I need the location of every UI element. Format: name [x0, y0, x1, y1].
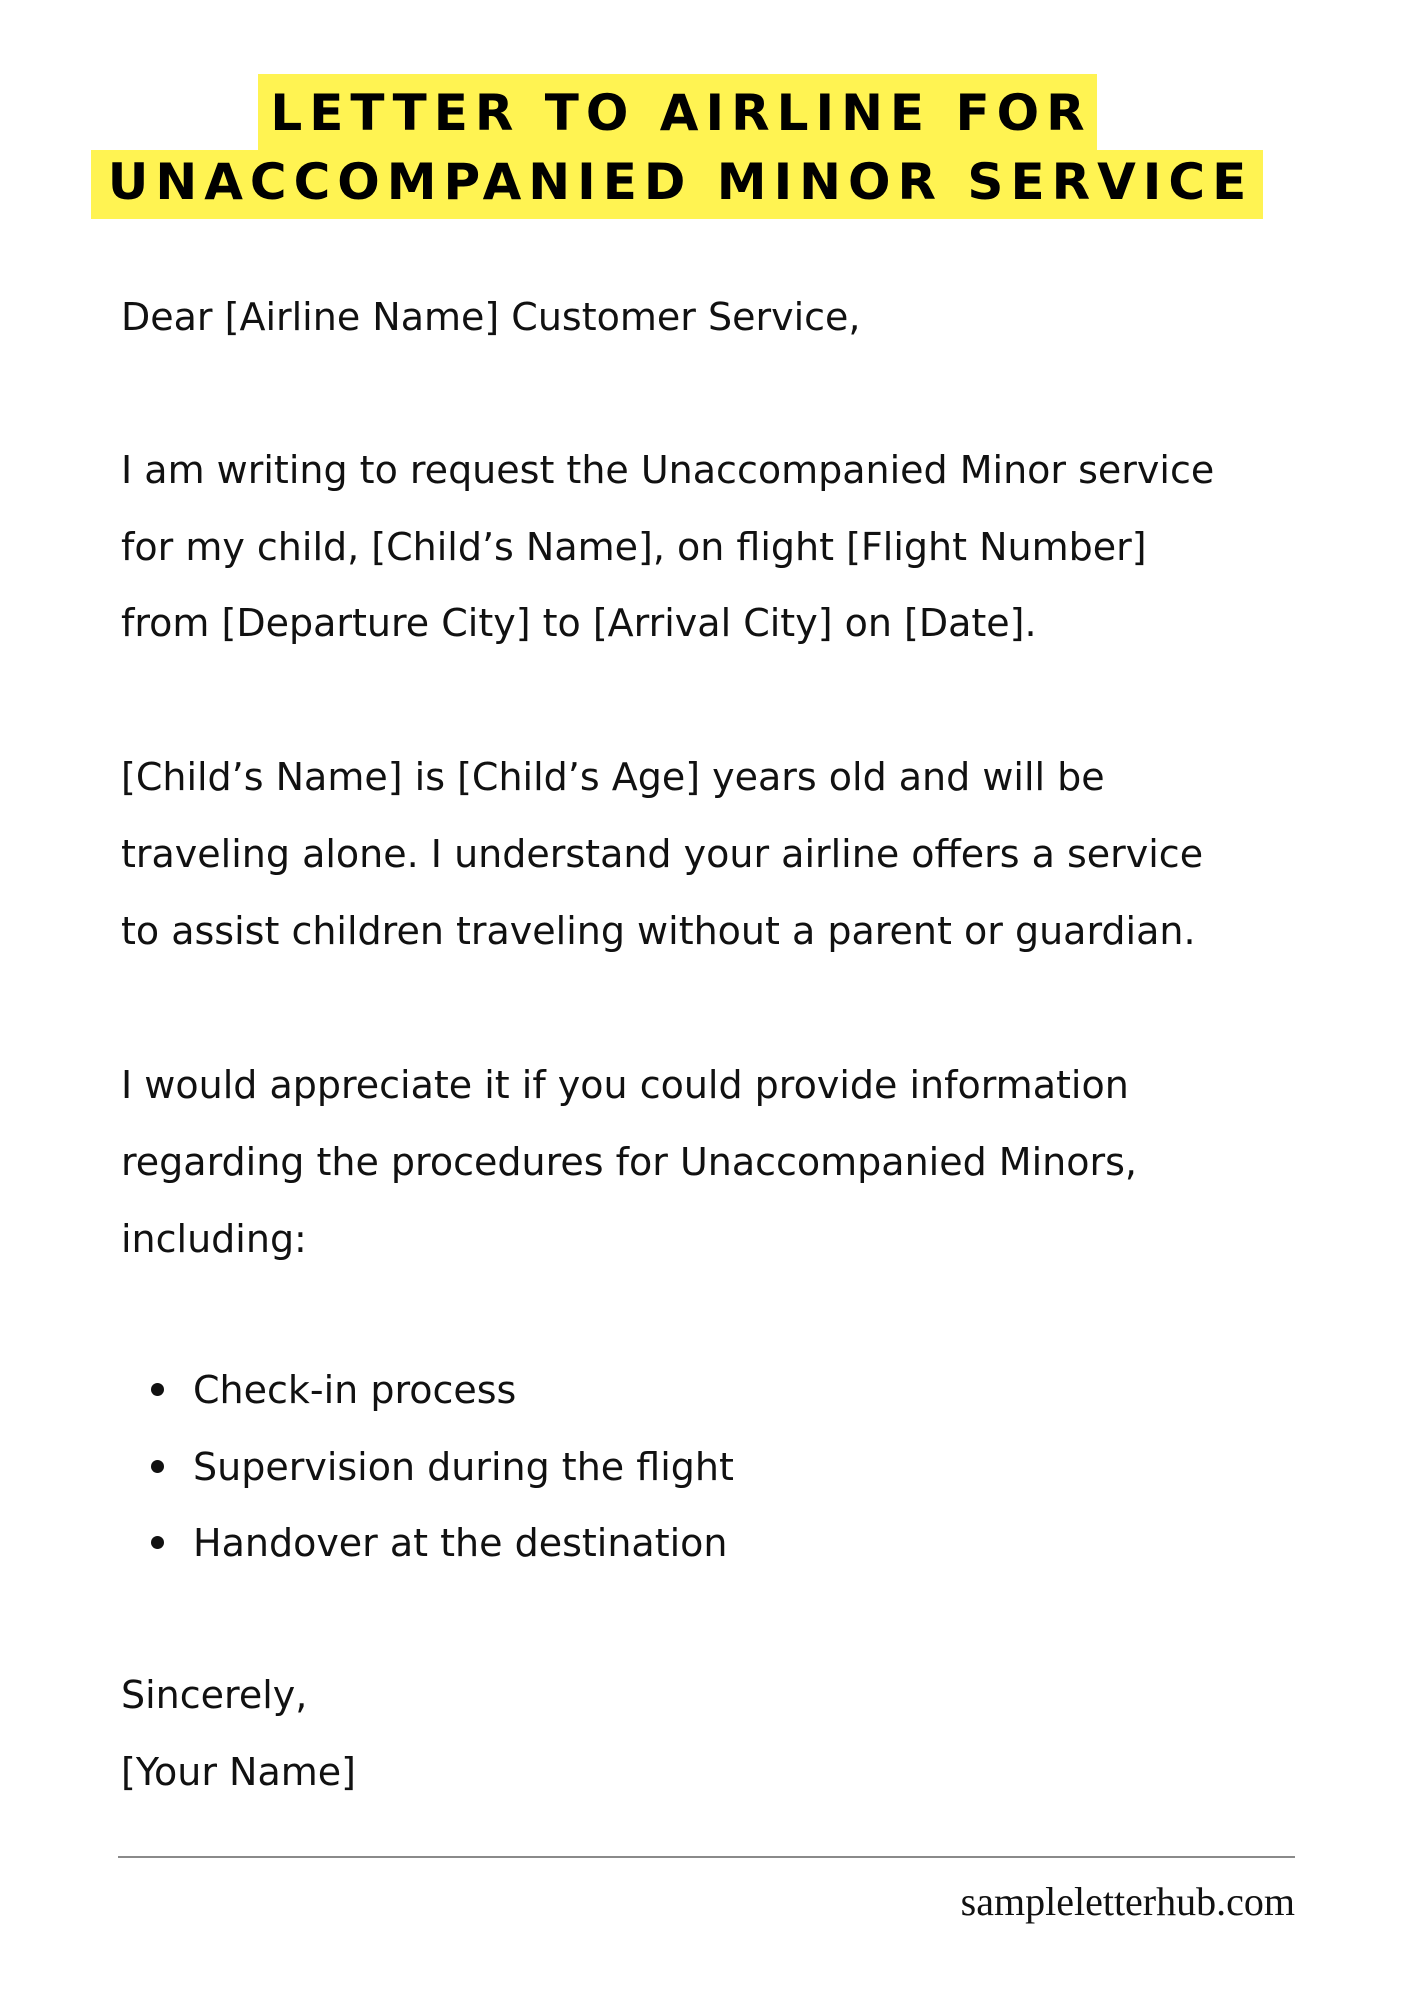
title-line-2 — [91, 150, 1263, 219]
bullet-icon — [151, 1536, 164, 1549]
list-item-text: Supervision during the flight — [193, 1445, 734, 1489]
paragraph-line: for my child, [Child’s Name], on flight [Flight Number] — [121, 525, 1147, 569]
bullet-icon — [151, 1383, 164, 1396]
signature: [Your Name] — [121, 1750, 356, 1794]
paragraph-line: [Child’s Name] is [Child’s Age] years old and will be — [121, 755, 1105, 799]
footer-divider — [118, 1856, 1295, 1858]
paragraph-line: traveling alone. I understand your airline offers a service — [121, 832, 1204, 876]
list-item-text: Check-in process — [193, 1368, 517, 1412]
paragraph-line: regarding the procedures for Unaccompanied Minors, — [121, 1140, 1137, 1184]
closing: Sincerely, — [121, 1673, 308, 1717]
list-item-text: Handover at the destination — [193, 1521, 728, 1565]
paragraph-line: I would appreciate it if you could provide information — [121, 1063, 1129, 1107]
salutation: Dear [Airline Name] Customer Service, — [121, 295, 861, 339]
paragraph-line: to assist children traveling without a parent or guardian. — [121, 909, 1196, 953]
paragraph-line: including: — [121, 1217, 307, 1261]
bullet-icon — [151, 1460, 164, 1473]
title-text-2: UNACCOMPANIED MINOR SERVICE — [107, 152, 1254, 211]
footer-site-name: sampleletterhub.com — [960, 1879, 1295, 1924]
paragraph-line: from [Departure City] to [Arrival City] on [Date]. — [121, 601, 1037, 645]
title-line-1 — [258, 74, 1097, 151]
paragraph-line: I am writing to request the Unaccompanied Minor service — [121, 448, 1215, 492]
title-text-1: LETTER TO AIRLINE FOR — [270, 83, 1092, 142]
